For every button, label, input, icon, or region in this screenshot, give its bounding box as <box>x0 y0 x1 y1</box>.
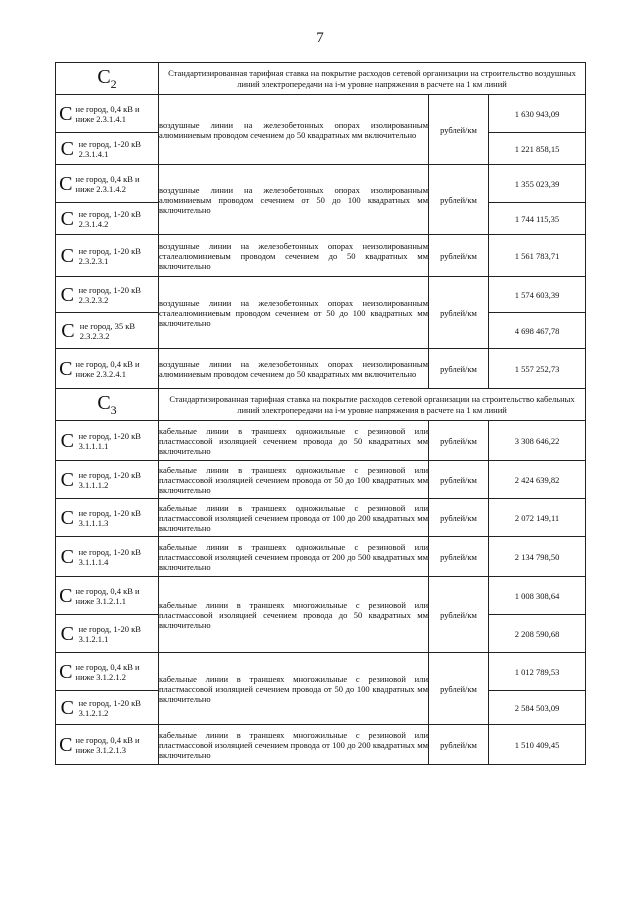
description-cell: кабельные линии в траншеях одножильные с резиновой или пластмассовой изоляцией сечением провода до 50 квадратных мм включительно <box>159 421 429 461</box>
value-cell: 1 510 409,45 <box>489 725 586 765</box>
rate-code-cell: C не город, 1-20 кВ 3.1.1.1.4 <box>56 537 159 577</box>
rate-code-cell: C не город, 0,4 кВ и ниже 2.3.2.4.1 <box>56 349 159 389</box>
rate-code-cell: C не город, 35 кВ 2.3.2.3.2 <box>56 313 159 349</box>
table-row <box>56 95 586 133</box>
value-cell: 2 208 590,68 <box>489 615 586 653</box>
unit-cell: рублей/км <box>429 277 489 349</box>
value-cell: 1 561 783,71 <box>489 235 586 277</box>
section-title: Стандартизированная тарифная ставка на покрытие расходов сетевой организации на строительство воздушных линий электропередачи на i-м уровне напряжения в расчете на 1 км линий <box>159 63 586 95</box>
value-cell: 1 574 603,39 <box>489 277 586 313</box>
section-symbol: $C_2$ <box>56 63 159 95</box>
section-header-row <box>56 389 586 421</box>
description-cell: кабельные линии в траншеях одножильные с резиновой или пластмассовой изоляцией сечением провода от 200 до 500 квадратных мм включительно <box>159 537 429 577</box>
description-cell: воздушные линии на железобетонных опорах изолированным алюминиевым проводом сечением до 50 квадратных мм включительно <box>159 95 429 165</box>
table-row <box>56 421 586 461</box>
value-cell: 2 072 149,11 <box>489 499 586 537</box>
rate-code-cell: C не город, 0,4 кВ и ниже 3.1.2.1.2 <box>56 653 159 691</box>
unit-cell: рублей/км <box>429 499 489 537</box>
rate-code-cell: C не город, 1-20 кВ 3.1.2.1.2 <box>56 691 159 725</box>
description-cell: воздушные линии на железобетонных опорах изолированным алюминиевым проводом сечением от 50 до 100 квадратных мм включительно <box>159 165 429 235</box>
rate-code-cell: C не город, 1-20 кВ 3.1.1.1.3 <box>56 499 159 537</box>
value-cell: 1 221 858,15 <box>489 133 586 165</box>
table-row <box>56 725 586 765</box>
value-cell: 2 424 639,82 <box>489 461 586 499</box>
section-symbol: $C_3$ <box>56 389 159 421</box>
value-cell: 1 630 943,09 <box>489 95 586 133</box>
description-cell: кабельные линии в траншеях одножильные с резиновой или пластмассовой изоляцией сечением провода от 100 до 200 квадратных мм включительно <box>159 499 429 537</box>
unit-cell: рублей/км <box>429 461 489 499</box>
table-row <box>56 461 586 499</box>
table-row <box>56 235 586 277</box>
section-header-row <box>56 63 586 95</box>
value-cell: 2 584 503,09 <box>489 691 586 725</box>
section-title: Стандартизированная тарифная ставка на покрытие расходов сетевой организации на строительство кабельных линий электропередачи на i-м уровне напряжения в расчете на 1 км линий <box>159 389 586 421</box>
table-row <box>56 499 586 537</box>
rate-code-cell: C не город, 1-20 кВ 3.1.1.1.2 <box>56 461 159 499</box>
table-row <box>56 653 586 691</box>
table-row <box>56 537 586 577</box>
rate-code-cell: C не город, 1-20 кВ 3.1.2.1.1 <box>56 615 159 653</box>
rate-code-cell: C не город, 0,4 кВ и ниже 2.3.1.4.1 <box>56 95 159 133</box>
unit-cell: рублей/км <box>429 725 489 765</box>
value-cell: 1 012 789,53 <box>489 653 586 691</box>
description-cell: кабельные линии в траншеях многожильные с резиновой или пластмассовой изоляцией сечением провода от 50 до 100 квадратных мм включительно <box>159 653 429 725</box>
description-cell: воздушные линии на железобетонных опорах неизолированным сталеалюминиевым проводом сечением от 50 до 100 квадратных мм включительно <box>159 277 429 349</box>
table-row <box>56 165 586 203</box>
value-cell: 2 134 798,50 <box>489 537 586 577</box>
rate-code-cell: C не город, 1-20 кВ 2.3.1.4.1 <box>56 133 159 165</box>
table-row <box>56 577 586 615</box>
rate-code-cell: C не город, 1-20 кВ 2.3.1.4.2 <box>56 203 159 235</box>
value-cell: 1 008 308,64 <box>489 577 586 615</box>
page-number: 7 <box>316 30 324 46</box>
unit-cell: рублей/км <box>429 421 489 461</box>
rate-code-cell: C не город, 0,4 кВ и ниже 3.1.2.1.3 <box>56 725 159 765</box>
table-row <box>56 349 586 389</box>
value-cell: 3 308 646,22 <box>489 421 586 461</box>
unit-cell: рублей/км <box>429 235 489 277</box>
value-cell: 4 698 467,78 <box>489 313 586 349</box>
table-row <box>56 277 586 313</box>
unit-cell: рублей/км <box>429 95 489 165</box>
value-cell: 1 355 023,39 <box>489 165 586 203</box>
unit-cell: рублей/км <box>429 537 489 577</box>
description-cell: кабельные линии в траншеях одножильные с резиновой или пластмассовой изоляцией сечением провода от 50 до 100 квадратных мм включительно <box>159 461 429 499</box>
rate-code-cell: C не город, 0,4 кВ и ниже 3.1.2.1.1 <box>56 577 159 615</box>
description-cell: кабельные линии в траншеях многожильные с резиновой или пластмассовой изоляцией сечением провода до 50 квадратных мм включительно <box>159 577 429 653</box>
rate-code-cell: C не город, 1-20 кВ 2.3.2.3.1 <box>56 235 159 277</box>
description-cell: кабельные линии в траншеях многожильные с резиновой или пластмассовой изоляцией сечением провода от 100 до 200 квадратных мм включительно <box>159 725 429 765</box>
description-cell: воздушные линии на железобетонных опорах неизолированным сталеалюминиевым проводом сечением до 50 квадратных мм включительно <box>159 235 429 277</box>
unit-cell: рублей/км <box>429 577 489 653</box>
unit-cell: рублей/км <box>429 165 489 235</box>
description-cell: воздушные линии на железобетонных опорах неизолированным алюминиевым проводом сечением до 50 квадратных мм включительно <box>159 349 429 389</box>
rate-code-cell: C не город, 1-20 кВ 2.3.2.3.2 <box>56 277 159 313</box>
unit-cell: рублей/км <box>429 653 489 725</box>
unit-cell: рублей/км <box>429 349 489 389</box>
value-cell: 1 744 115,35 <box>489 203 586 235</box>
rate-code-cell: C не город, 1-20 кВ 3.1.1.1.1 <box>56 421 159 461</box>
value-cell: 1 557 252,73 <box>489 349 586 389</box>
rate-code-cell: C не город, 0,4 кВ и ниже 2.3.1.4.2 <box>56 165 159 203</box>
tariff-table <box>55 62 586 765</box>
